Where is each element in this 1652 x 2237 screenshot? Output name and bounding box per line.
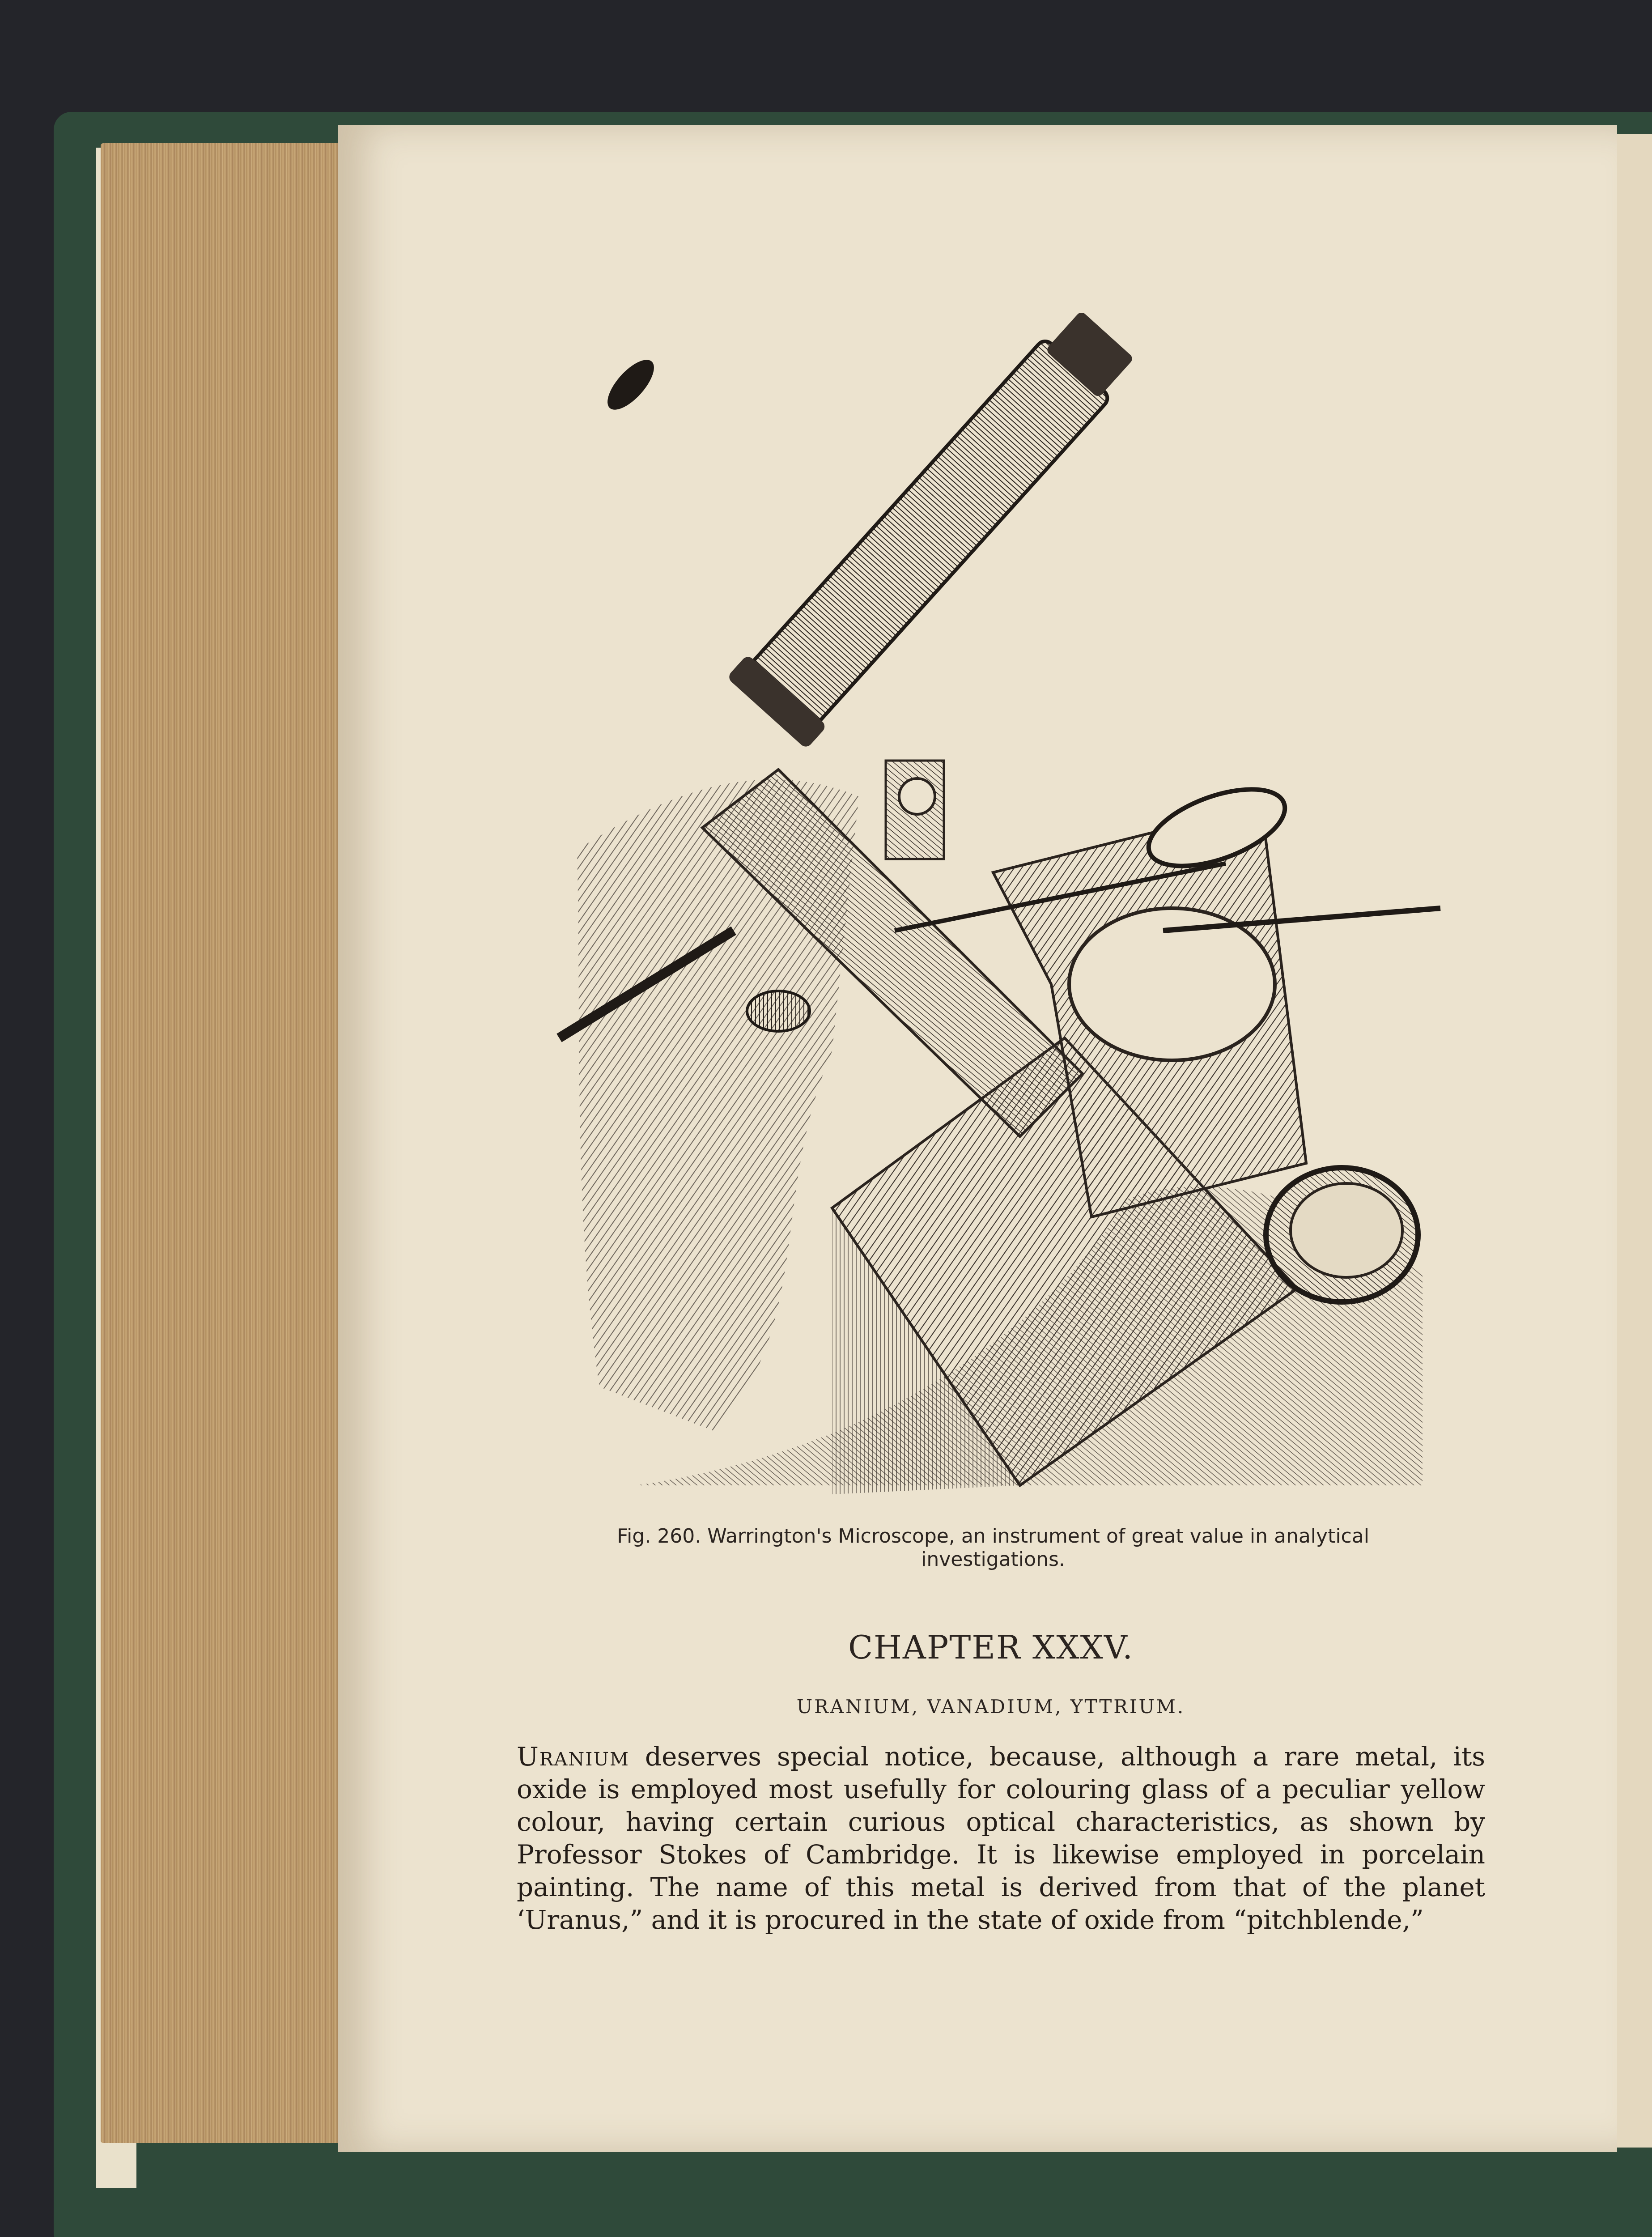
figure-caption-line-1: Fig. 260. Warrington's Microscope, an instrument of great value in analytical [617,1525,1369,1548]
chapter-title: CHAPTER XXXV. [848,1629,1134,1666]
paragraph-text: deserves special notice, because, although a rare metal, its oxide is employed most usefully for colouring glass of a peculiar yellow colour, having certain curious optical characteristics, as shown by Professor Stokes of Cambridge. It is likewise employed in porcelain painting. The name of this metal is derived from that of the planet ‘Uranus,” and it is procured in the state of oxide from “pitchblende,” [517,1741,1486,1935]
body-paragraph [517,1740,1485,1936]
figure-caption-line-2: investigations. [921,1548,1065,1571]
microscope-engraving [546,313,1467,1508]
lead-word: Uranium [517,1741,629,1772]
chapter-subtitle: URANIUM, VANADIUM, YTTRIUM. [796,1696,1185,1718]
page-edges [101,143,342,2143]
figure-caption [568,1525,1418,1571]
